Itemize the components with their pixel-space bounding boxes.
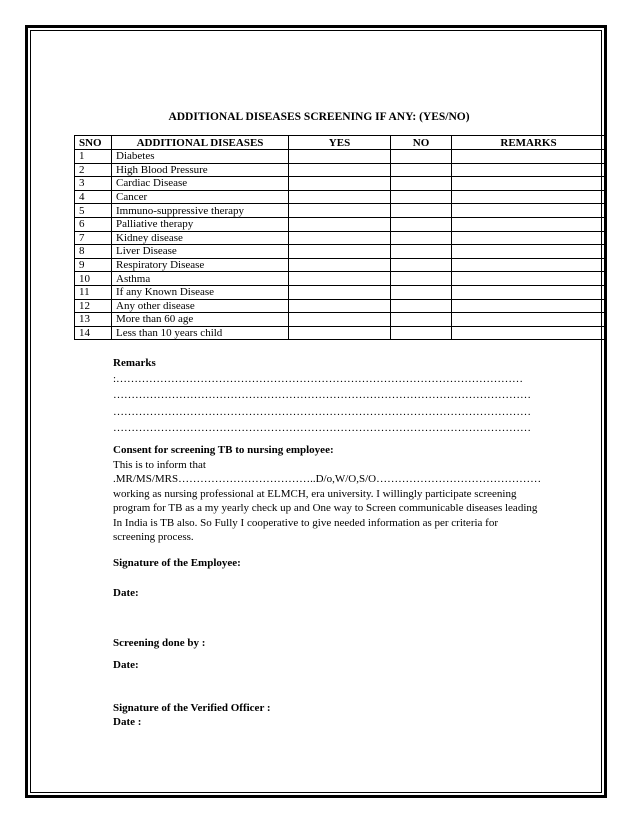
remarks-label: Remarks: [113, 357, 156, 369]
form-title: [0, 111, 638, 123]
cell-sno: 5: [75, 204, 112, 218]
cell-disease: Kidney disease: [112, 231, 289, 245]
cell-no[interactable]: [391, 285, 452, 299]
employee-signature-label: Signature of the Employee:: [113, 557, 241, 569]
cell-remarks[interactable]: [452, 258, 606, 272]
cell-remarks[interactable]: [452, 150, 606, 164]
consent-line-1: This is to inform that: [113, 458, 206, 471]
header-sno: SNO: [75, 136, 112, 150]
consent-line-3: working as nursing professional at ELMCH, era university. I willingly participate screening: [113, 487, 517, 500]
remarks-line-1[interactable]: :…………………………………………………………………………………………………: [113, 372, 524, 385]
cell-disease: Immuno-suppressive therapy: [112, 204, 289, 218]
cell-remarks[interactable]: [452, 313, 606, 327]
remarks-line-4[interactable]: ……………………………………………………………………………………………………: [113, 422, 531, 434]
cell-disease: Any other disease: [112, 299, 289, 313]
cell-yes[interactable]: [289, 245, 391, 259]
table-row: [75, 313, 606, 327]
table-row: [75, 231, 606, 245]
cell-no[interactable]: [391, 245, 452, 259]
date-label-2: Date:: [113, 659, 139, 671]
cell-yes[interactable]: [289, 258, 391, 272]
cell-disease: Liver Disease: [112, 245, 289, 259]
cell-remarks[interactable]: [452, 190, 606, 204]
cell-no[interactable]: [391, 217, 452, 231]
cell-sno: 1: [75, 150, 112, 164]
header-additional-diseases: ADDITIONAL DISEASES: [112, 136, 289, 150]
cell-remarks[interactable]: [452, 245, 606, 259]
table-row: [75, 177, 606, 191]
date-label-3: Date :: [113, 716, 142, 728]
table-row: [75, 190, 606, 204]
cell-disease: Palliative therapy: [112, 217, 289, 231]
cell-yes[interactable]: [289, 326, 391, 340]
cell-disease: Cardiac Disease: [112, 177, 289, 191]
cell-yes[interactable]: [289, 163, 391, 177]
cell-yes[interactable]: [289, 177, 391, 191]
cell-yes[interactable]: [289, 313, 391, 327]
cell-yes[interactable]: [289, 285, 391, 299]
cell-disease: Less than 10 years child: [112, 326, 289, 340]
table-row: [75, 163, 606, 177]
table-row: [75, 150, 606, 164]
header-yes: YES: [289, 136, 391, 150]
cell-remarks[interactable]: [452, 204, 606, 218]
cell-disease: Respiratory Disease: [112, 258, 289, 272]
date-label-1: Date:: [113, 587, 139, 599]
remarks-section: [113, 356, 563, 436]
cell-remarks[interactable]: [452, 285, 606, 299]
screening-table: [74, 135, 606, 340]
cell-disease: Asthma: [112, 272, 289, 286]
cell-sno: 2: [75, 163, 112, 177]
cell-no[interactable]: [391, 258, 452, 272]
cell-disease: High Blood Pressure: [112, 163, 289, 177]
cell-yes[interactable]: [289, 299, 391, 313]
table-row: [75, 258, 606, 272]
consent-heading: Consent for screening TB to nursing employee:: [113, 444, 334, 456]
cell-no[interactable]: [391, 204, 452, 218]
cell-yes[interactable]: [289, 231, 391, 245]
cell-no[interactable]: [391, 272, 452, 286]
cell-disease: Diabetes: [112, 150, 289, 164]
form-title-suffix: : (YES/NO): [412, 111, 470, 123]
table-row: [75, 204, 606, 218]
cell-remarks[interactable]: [452, 217, 606, 231]
consent-line-2[interactable]: .MR/MS/MRS………………………………..D/o,W/O,S/O………………………………………: [113, 473, 542, 485]
consent-section: [113, 443, 563, 545]
cell-yes[interactable]: [289, 217, 391, 231]
table-row: [75, 217, 606, 231]
cell-remarks[interactable]: [452, 272, 606, 286]
cell-no[interactable]: [391, 190, 452, 204]
cell-yes[interactable]: [289, 272, 391, 286]
consent-line-6: screening process.: [113, 531, 194, 543]
cell-remarks[interactable]: [452, 231, 606, 245]
header-no: NO: [391, 136, 452, 150]
cell-disease: If any Known Disease: [112, 285, 289, 299]
cell-remarks[interactable]: [452, 177, 606, 191]
cell-sno: 9: [75, 258, 112, 272]
remarks-line-3[interactable]: ……………………………………………………………………………………………………: [113, 405, 531, 418]
cell-sno: 6: [75, 217, 112, 231]
cell-sno: 13: [75, 313, 112, 327]
cell-yes[interactable]: [289, 150, 391, 164]
cell-no[interactable]: [391, 299, 452, 313]
cell-sno: 4: [75, 190, 112, 204]
cell-yes[interactable]: [289, 190, 391, 204]
consent-line-4: program for TB as a my yearly check up and One way to Screen communicable diseases leading: [113, 502, 538, 514]
cell-yes[interactable]: [289, 204, 391, 218]
form-title-main: ADDITIONAL DISEASES SCREENING IF ANY: [168, 111, 413, 123]
cell-no[interactable]: [391, 231, 452, 245]
header-remarks: REMARKS: [452, 136, 606, 150]
cell-remarks[interactable]: [452, 163, 606, 177]
cell-sno: 11: [75, 285, 112, 299]
cell-sno: 14: [75, 326, 112, 340]
verified-officer-signature-label: Signature of the Verified Officer :: [113, 702, 271, 714]
remarks-line-2[interactable]: ……………………………………………………………………………………………………: [113, 389, 531, 401]
table-body: [75, 150, 606, 340]
screening-done-by-label: Screening done by :: [113, 637, 206, 649]
cell-no[interactable]: [391, 150, 452, 164]
table-row: [75, 245, 606, 259]
cell-no[interactable]: [391, 313, 452, 327]
consent-line-5: In India is TB also. So Fully I cooperative to give needed information as per criteria for: [113, 516, 498, 529]
cell-sno: 10: [75, 272, 112, 286]
cell-disease: More than 60 age: [112, 313, 289, 327]
cell-sno: 12: [75, 299, 112, 313]
cell-sno: 3: [75, 177, 112, 191]
cell-remarks[interactable]: [452, 299, 606, 313]
cell-disease: Cancer: [112, 190, 289, 204]
table-row: [75, 272, 606, 286]
table-row: [75, 326, 606, 340]
table-row: [75, 285, 606, 299]
cell-remarks[interactable]: [452, 326, 606, 340]
cell-no[interactable]: [391, 163, 452, 177]
cell-no[interactable]: [391, 326, 452, 340]
cell-sno: 7: [75, 231, 112, 245]
table-row: [75, 299, 606, 313]
cell-no[interactable]: [391, 177, 452, 191]
cell-sno: 8: [75, 245, 112, 259]
table-header-row: [75, 136, 606, 150]
